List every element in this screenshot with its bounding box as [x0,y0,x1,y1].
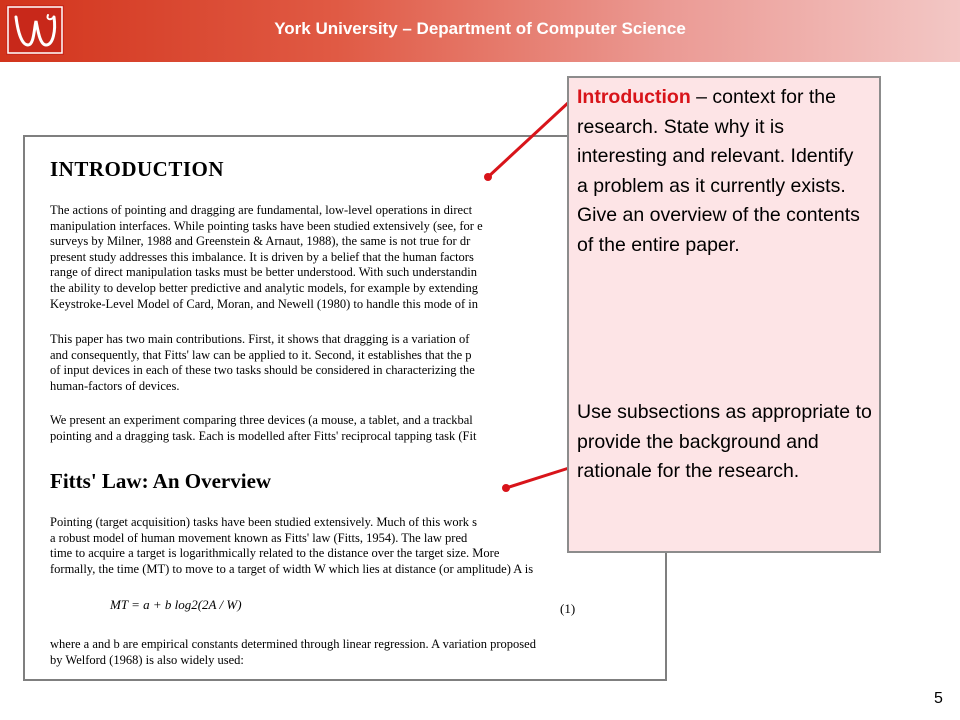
header-title: York University – Department of Computer Science [274,19,686,38]
intro-paragraph [50,203,483,312]
annotation-callout [567,76,881,553]
text-line: formally, the time (MT) to move to a target of width W which lies at distance (or amplitude) A is [50,561,534,576]
text-line: time to acquire a target is logarithmically related to the distance over the target size. More [50,546,500,561]
text-line: of input devices in each of these two tasks should be considered in characterizing the [50,363,475,378]
fitts-paragraph [50,515,533,577]
callout-description: – context for the research. State why it is interesting and relevant. Identify a problem as it currently exists. Give an overview of the contents of the entire paper. [577,86,860,256]
text-line: surveys by Milner, 1988 and Greenstein & Arnaut, 1988), the same is not true for dr [50,234,471,249]
text-line: This paper has two main contributions. First, it shows that dragging is a variation of [50,332,470,346]
text-line: by Welford (1968) is also widely used: [50,652,244,667]
contributions-paragraph [50,332,475,394]
text-line: present study addresses this imbalance. It is driven by a belief that the human factors [50,249,474,264]
callout-introduction-text [577,83,867,260]
text-line: human-factors of devices. [50,378,180,393]
slide-header [0,0,960,62]
text-line: and consequently, that Fitts' law can be applied to it. Second, it establishes that the p [50,347,472,362]
callout-subsection-text: Use subsections as appropriate to provide the background and rationale for the research. [577,401,872,482]
after-equation-paragraph [50,637,536,668]
section-heading: INTRODUCTION [50,157,225,181]
callout-highlight: Introduction [577,86,691,108]
text-line: range of direct manipulation tasks must be better understood. With such understandin [50,265,477,280]
text-line: where a and b are empirical constants determined through linear regression. A variation proposed [50,637,536,651]
text-line: manipulation interfaces. While pointing tasks have been studied extensively (see, for e [50,218,483,233]
fitts-equation: MT = a + b log2(2A / W) [110,597,242,612]
text-line: pointing and a dragging task. Each is modelled after Fitts' reciprocal tapping task (Fit [50,428,477,443]
equation-number: (1) [560,601,576,616]
text-line: The actions of pointing and dragging are fundamental, low-level operations in direct [50,203,473,217]
text-line: We present an experiment comparing three devices (a mouse, a tablet, and a trackbal [50,413,473,427]
experiment-paragraph [50,413,476,444]
text-line: the ability to develop better predictive and analytic models, for example by extending [50,280,478,295]
text-line: Keystroke-Level Model of Card, Moran, and Newell (1980) to handle this mode of in [50,296,479,311]
page-number: 5 [934,690,943,707]
subsection-heading: Fitts' Law: An Overview [50,469,272,493]
text-line: Pointing (target acquisition) tasks have been studied extensively. Much of this work s [50,515,478,529]
text-line: a robust model of human movement known as Fitts' law (Fitts, 1954). The law pred [50,530,468,545]
